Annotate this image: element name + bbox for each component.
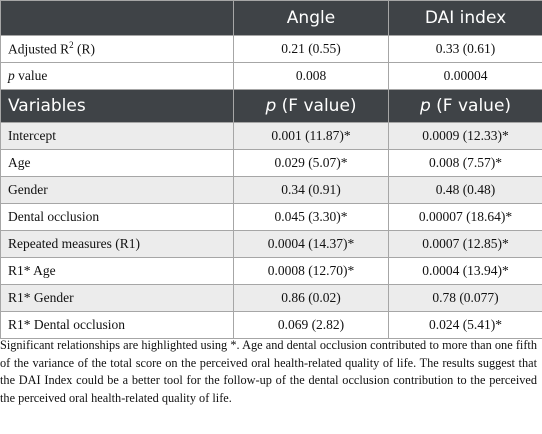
variables-header-row: [1, 90, 542, 123]
header-angle: Angle: [234, 1, 389, 36]
cell-dai: 0.0007 (12.85)*: [389, 231, 542, 258]
cell-angle: 0.0008 (12.70)*: [234, 258, 389, 285]
cell-dai: 0.024 (5.41)*: [389, 312, 542, 339]
table-row: [1, 285, 542, 312]
row-label: Repeated measures (R1): [1, 231, 234, 258]
cell-dai: 0.0009 (12.33)*: [389, 123, 542, 150]
table-row: [1, 177, 542, 204]
header-dai-index: DAI index: [389, 1, 542, 36]
row-label: Age: [1, 150, 234, 177]
cell-angle: 0.001 (11.87)*: [234, 123, 389, 150]
cell-dai: 0.48 (0.48): [389, 177, 542, 204]
header-blank-cell: [1, 1, 234, 36]
table-footnote: Significant relationships are highlighted using *. Age and dental occlusion contributed to more than one fifth of the variance of the total score on the perceived oral health-related quality of life. The results suggest that the DAI Index could be a better tool for the follow-up of the dental occlusion contribution to the perceived the perceived oral health-related quality of life.: [0, 338, 537, 405]
header-variables: Variables: [1, 90, 234, 123]
row-label: Intercept: [1, 123, 234, 150]
cell-angle: 0.069 (2.82): [234, 312, 389, 339]
header-p-f-dai: p (F value): [389, 90, 542, 123]
cell-angle: 0.21 (0.55): [234, 36, 389, 63]
cell-dai: 0.78 (0.077): [389, 285, 542, 312]
header-p-f-angle: p (F value): [234, 90, 389, 123]
cell-angle: 0.86 (0.02): [234, 285, 389, 312]
row-label-adjusted-r2: Adjusted $R^2$ (R): [1, 36, 234, 63]
cell-angle: 0.34 (0.91): [234, 177, 389, 204]
table-row: [1, 123, 542, 150]
cell-angle: 0.008: [234, 63, 389, 90]
cell-dai: 0.008 (7.57)*: [389, 150, 542, 177]
table-row: [1, 258, 542, 285]
cell-dai: 0.00004: [389, 63, 542, 90]
row-label: R1* Dental occlusion: [1, 312, 234, 339]
table-row: [1, 204, 542, 231]
cell-dai: 0.0004 (13.94)*: [389, 258, 542, 285]
row-label: Gender: [1, 177, 234, 204]
row-label: Dental occlusion: [1, 204, 234, 231]
table-row: [1, 312, 542, 339]
row-label: R1* Age: [1, 258, 234, 285]
cell-angle: 0.0004 (14.37)*: [234, 231, 389, 258]
table-row: [1, 36, 542, 63]
table-row: [1, 150, 542, 177]
cell-angle: 0.045 (3.30)*: [234, 204, 389, 231]
table-row: [1, 231, 542, 258]
table-header-row: [1, 1, 542, 36]
cell-angle: 0.029 (5.07)*: [234, 150, 389, 177]
table-row: [1, 63, 542, 90]
row-label-p-value: p value: [1, 63, 234, 90]
cell-dai: 0.00007 (18.64)*: [389, 204, 542, 231]
cell-dai: 0.33 (0.61): [389, 36, 542, 63]
row-label: R1* Gender: [1, 285, 234, 312]
